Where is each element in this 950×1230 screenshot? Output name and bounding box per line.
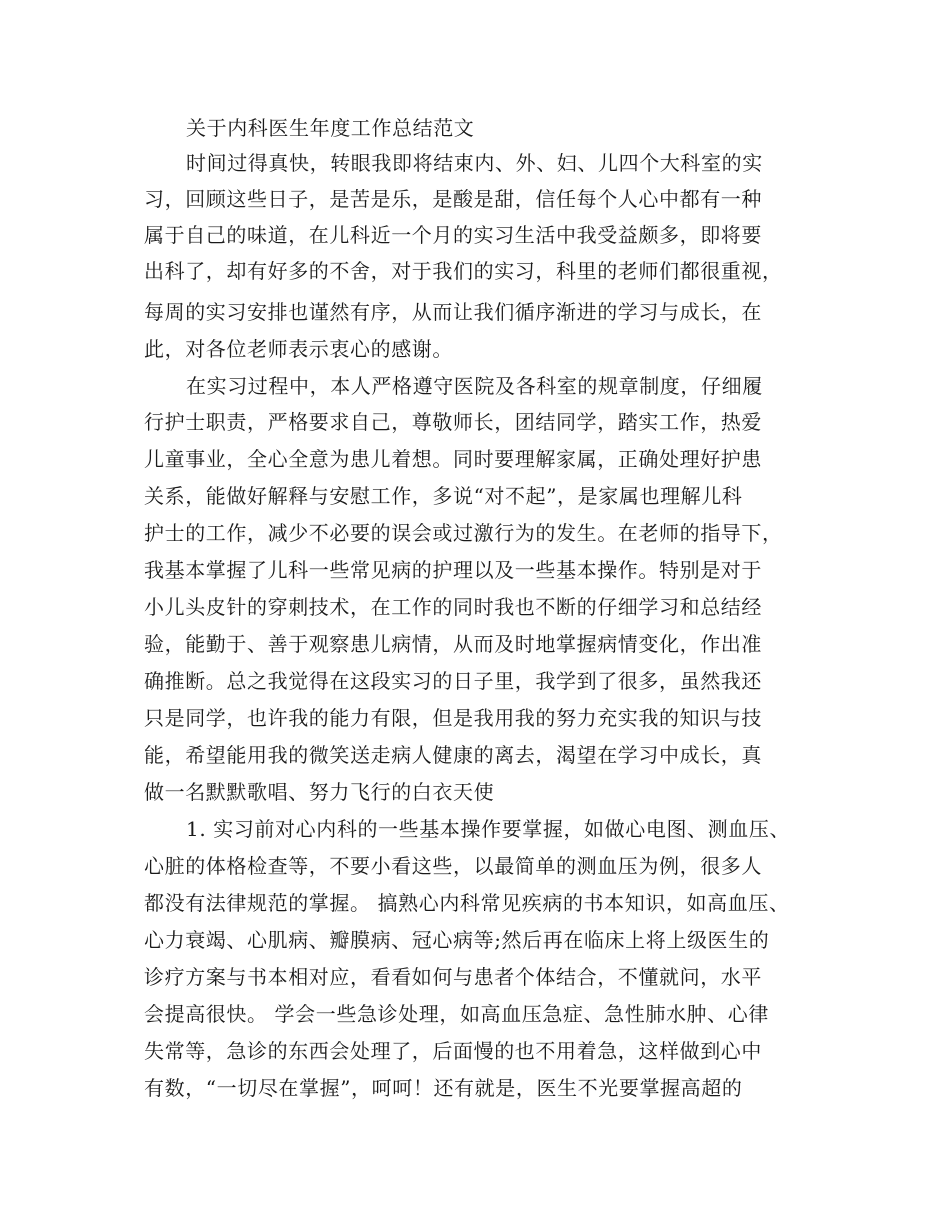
- text-line: 在实习过程中，本人严格遵守医院及各科室的规章制度，仔细履: [186, 374, 763, 398]
- text-line: 我基本掌握了儿科一些常见病的护理以及一些基本操作。特别是对于: [144, 558, 762, 582]
- text-line: 只是同学，也许我的能力有限，但是我用我的努力充实我的知识与技: [144, 706, 762, 730]
- text-line: 习，回顾这些日子，是苦是乐，是酸是甜，信任每个人心中都有一种: [144, 187, 762, 211]
- text-line: 心力衰竭、心肌病、瓣膜病、冠心病等;然后再在临床上将上级医生的: [144, 928, 770, 952]
- text-line: 时间过得真快，转眼我即将结束内、外、妇、儿四个大科室的实: [186, 151, 763, 175]
- text-line: 关系，能做好解释与安慰工作，多说“对不起”，是家属也理解儿科: [144, 484, 743, 508]
- text-line: 能，希望能用我的微笑送走病人健康的离去，渴望在学习中成长，真: [144, 743, 762, 767]
- text-line: 每周的实习安排也谨然有序，从而让我们循序渐进的学习与成长，在: [144, 300, 762, 324]
- text-line: 诊疗方案与书本相对应，看看如何与患者个体结合，不懂就问，水平: [144, 965, 762, 989]
- text-line: 有数，“一切尽在掌握”，呵呵！还有就是，医生不光要掌握高超的: [144, 1076, 743, 1100]
- text-line: 会提高很快。 学会一些急诊处理，如高血压急症、急性肺水肿、心律: [144, 1002, 769, 1026]
- text-line: 验，能勤于、善于观察患儿病情，从而及时地掌握病情变化，作出准: [144, 632, 762, 656]
- text-line: 心脏的体格检查等，不要小看这些，以最简单的测血压为例，很多人: [144, 854, 762, 878]
- text-line: 出科了，却有好多的不舍，对于我们的实习，科里的老师们都很重视，: [144, 259, 783, 283]
- text-line: 护士的工作，减少不必要的误会或过激行为的发生。在老师的指导下，: [144, 521, 783, 545]
- document-title: 关于内科医生年度工作总结范文: [186, 116, 475, 140]
- text-line: 小儿头皮针的穿刺技术，在工作的同时我也不断的仔细学习和总结经: [144, 595, 762, 619]
- text-line: 儿童事业，全心全意为患儿着想。同时要理解家属，正确处理好护患: [144, 447, 762, 471]
- text-line: 此，对各位老师表示衷心的感谢。: [144, 337, 453, 361]
- text-line: 做一名默默歌唱、努力飞行的白衣天使: [144, 780, 495, 804]
- text-line: 行护士职责，严格要求自己，尊敬师长，团结同学，踏实工作，热爱: [144, 410, 762, 434]
- text-line: 确推断。总之我觉得在这段实习的日子里，我学到了很多，虽然我还: [144, 669, 762, 693]
- text-line: 失常等，急诊的东西会处理了，后面慢的也不用着急，这样做到心中: [144, 1039, 762, 1063]
- text-line: 都没有法律规范的掌握。 搞熟心内科常见疾病的书本知识，如高血压、: [144, 891, 790, 915]
- text-line: 属于自己的味道，在儿科近一个月的实习生活中我受益颇多，即将要: [144, 223, 762, 247]
- text-line: 1. 实习前对心内科的一些基本操作要掌握，如做心电图、测血压、: [186, 817, 791, 841]
